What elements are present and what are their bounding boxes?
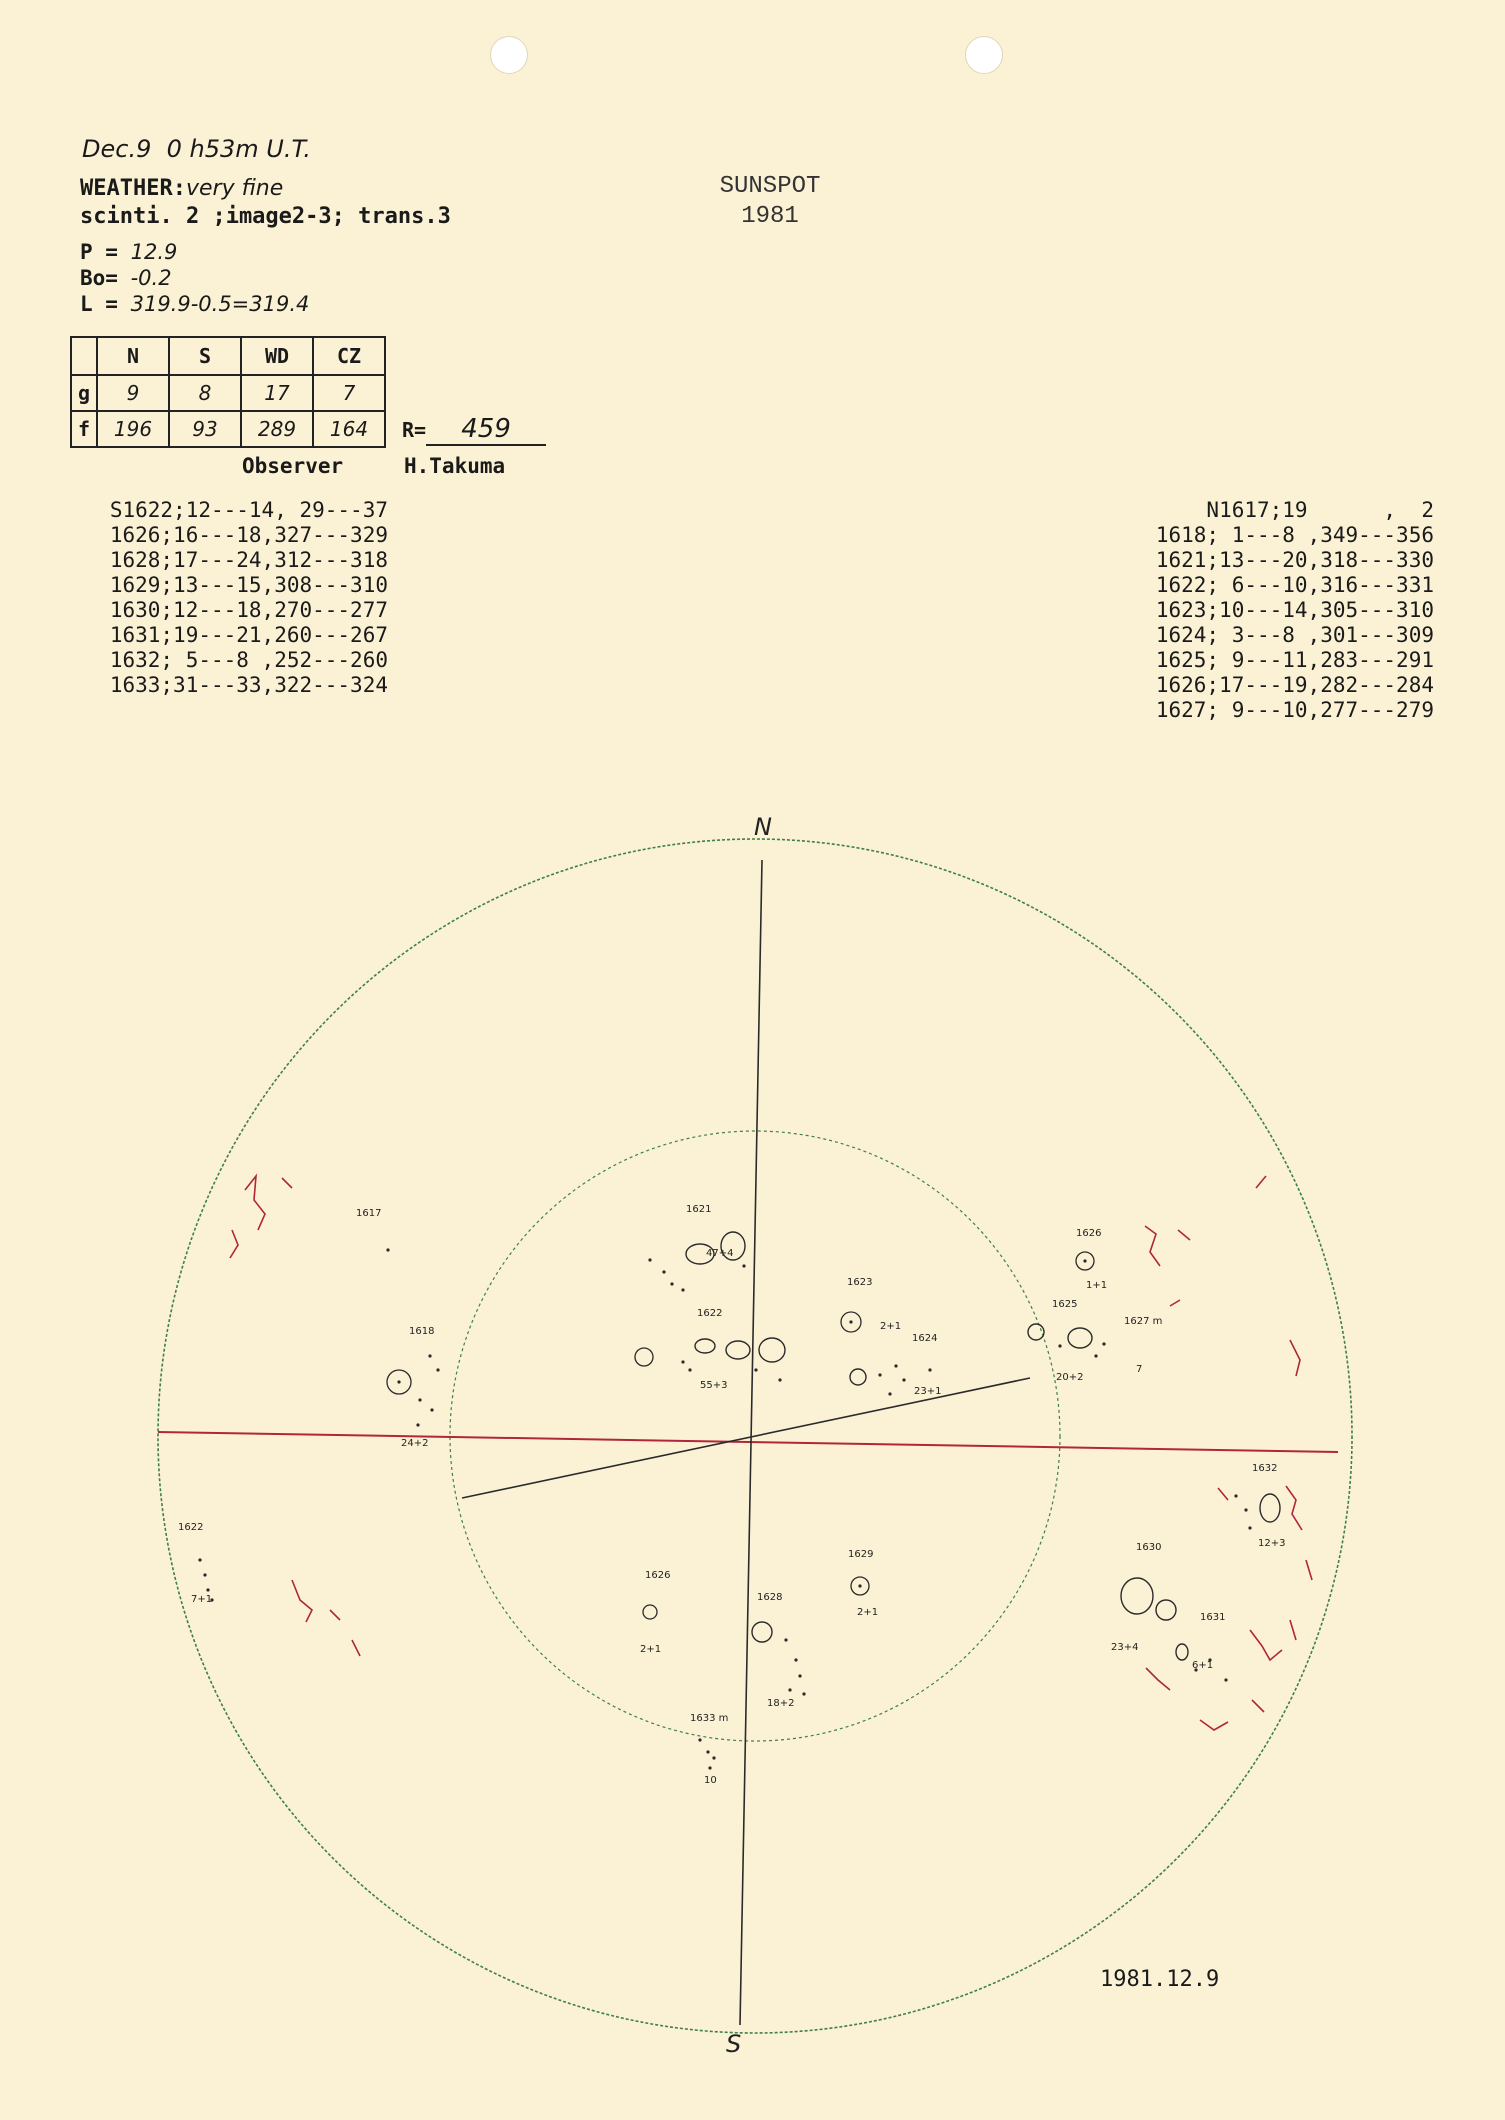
faculae-sketch — [352, 1640, 360, 1656]
south-group-6: 1632; 5---8 ,252---260 — [109, 648, 388, 672]
faculae-sketch — [330, 1610, 340, 1620]
sunspot-dot — [858, 1584, 861, 1587]
sunspot-dot — [386, 1248, 389, 1251]
faculae-sketch — [1218, 1488, 1228, 1500]
f-s: 93 — [169, 411, 241, 447]
group-label: 1624 — [912, 1333, 938, 1344]
g-n: 9 — [97, 375, 169, 411]
group-label: 1621 — [686, 1204, 712, 1215]
group-label: 47+4 — [706, 1248, 734, 1259]
l-value: 319.9-0.5=319.4 — [130, 292, 310, 316]
sunspot-dot — [698, 1738, 701, 1741]
group-label: 1628 — [757, 1592, 783, 1603]
group-label: 6+1 — [1192, 1660, 1214, 1671]
observer-name: H.Takuma — [404, 454, 506, 478]
sunspot-dot — [681, 1360, 684, 1363]
col-s: S — [169, 337, 241, 375]
g-s: 8 — [169, 375, 241, 411]
p-label: P = — [80, 240, 118, 264]
south-group-3: 1629;13---15,308---310 — [109, 573, 388, 597]
p-value: 12.9 — [130, 240, 178, 264]
faculae-sketch — [1200, 1720, 1228, 1730]
footer-date: 1981.12.9 — [1100, 1967, 1220, 1992]
f-wd: 289 — [241, 411, 313, 447]
sunspot-dot — [662, 1270, 665, 1273]
sunspot-dot — [888, 1392, 891, 1395]
group-label: 1622 — [697, 1308, 723, 1319]
spot-1630-b — [1156, 1600, 1176, 1620]
sunspot-dot — [681, 1288, 684, 1291]
sunspot-dot — [1058, 1344, 1061, 1347]
title-year: 1981 — [741, 203, 799, 230]
l-label: L = — [80, 292, 118, 316]
sunspot-dot — [428, 1354, 431, 1357]
group-label: 24+2 — [401, 1438, 429, 1449]
group-label: 2+1 — [640, 1644, 662, 1655]
sunspot-dot — [1234, 1494, 1237, 1497]
faculae-sketch — [1286, 1486, 1302, 1530]
faculae-sketch — [230, 1230, 238, 1258]
weather-label: WEATHER: — [80, 176, 186, 201]
group-label: 1631 — [1200, 1612, 1226, 1623]
south-group-4: 1630;12---18,270---277 — [109, 598, 388, 622]
sunspot-dot — [849, 1320, 852, 1323]
faculae-sketch — [1290, 1340, 1300, 1376]
sunspot-dot — [418, 1398, 421, 1401]
sunspot-dot — [198, 1558, 201, 1561]
group-label: 23+4 — [1111, 1642, 1139, 1653]
north-group-0: N1617;19 , 2 — [1206, 498, 1434, 522]
group-label: 23+1 — [914, 1386, 942, 1397]
g-wd: 17 — [241, 375, 313, 411]
faculae-sketch — [1146, 1668, 1170, 1690]
south-group-1: 1626;16---18,327---329 — [109, 523, 388, 547]
north-group-1: 1618; 1---8 ,349---356 — [1155, 523, 1434, 547]
sunspot-dot — [928, 1368, 931, 1371]
north-group-5: 1624; 3---8 ,301---309 — [1155, 623, 1434, 647]
faculae-sketch — [1256, 1176, 1266, 1188]
south-group-2: 1628;17---24,312---318 — [109, 548, 388, 572]
north-group-4: 1623;10---14,305---310 — [1155, 598, 1434, 622]
col-cz: CZ — [313, 337, 385, 375]
group-label: 2+1 — [880, 1321, 902, 1332]
faculae-sketch — [282, 1178, 292, 1188]
f-cz: 164 — [313, 411, 385, 447]
group-label: 1633 m — [690, 1713, 729, 1724]
group-label: 1618 — [409, 1326, 435, 1337]
sunspot-dot — [206, 1588, 209, 1591]
spot-1628 — [752, 1622, 772, 1642]
group-label: 7 — [1136, 1364, 1143, 1375]
sunspot-sketches — [198, 1176, 1312, 1770]
sunspot-dot — [794, 1658, 797, 1661]
f-n: 196 — [97, 411, 169, 447]
observer-label: Observer — [242, 454, 344, 478]
north-group-8: 1627; 9---10,277---279 — [1155, 698, 1434, 722]
group-label: 1629 — [848, 1549, 874, 1560]
col-n: N — [97, 337, 169, 375]
bo-label: Bo= — [80, 266, 118, 290]
group-label: 1622 — [178, 1522, 204, 1533]
sunspot-dot — [1083, 1259, 1086, 1262]
group-label: 1630 — [1136, 1542, 1162, 1553]
sunspot-dot — [778, 1378, 781, 1381]
group-label: 1+1 — [1086, 1280, 1108, 1291]
spot-1627 — [1068, 1328, 1092, 1348]
spot-1632 — [1260, 1494, 1280, 1522]
spot-1630-a — [1121, 1578, 1153, 1614]
sunspot-dot — [708, 1766, 711, 1769]
sunspot-dot — [894, 1364, 897, 1367]
group-label: 1617 — [356, 1208, 382, 1219]
sunspot-dot — [648, 1258, 651, 1261]
group-label: 12+3 — [1258, 1538, 1286, 1549]
spot-1631 — [1176, 1644, 1188, 1660]
group-label: 1626 — [645, 1570, 671, 1581]
faculae-sketch — [1145, 1226, 1160, 1266]
row-label-f: f — [71, 411, 97, 447]
spot-1626-south — [643, 1605, 657, 1619]
sunspot-dot — [430, 1408, 433, 1411]
group-label: 1632 — [1252, 1463, 1278, 1474]
north-group-3: 1622; 6---10,316---331 — [1155, 573, 1434, 597]
spot-1625 — [1028, 1324, 1044, 1340]
group-labels — [178, 1204, 1285, 1786]
group-label: 7+1 — [191, 1594, 213, 1605]
sunspot-dot — [706, 1750, 709, 1753]
row-label-g: g — [71, 375, 97, 411]
faculae-sketch — [245, 1176, 265, 1230]
sunspot-dot — [712, 1756, 715, 1759]
group-label: 1625 — [1052, 1299, 1078, 1310]
sunspot-dot — [802, 1692, 805, 1695]
sunspot-dot — [1224, 1678, 1227, 1681]
group-label: 1627 m — [1124, 1316, 1163, 1327]
north-group-2: 1621;13---20,318---330 — [1155, 548, 1434, 572]
weather-value: very fine — [185, 176, 284, 201]
sunspot-dot — [1248, 1526, 1251, 1529]
group-label: 1623 — [847, 1277, 873, 1288]
sunspot-dot — [416, 1423, 419, 1426]
sunspot-dot — [1094, 1354, 1097, 1357]
south-group-0: S1622;12---14, 29---37 — [109, 498, 388, 522]
col-wd: WD — [241, 337, 313, 375]
spot-1622-lead — [635, 1348, 653, 1366]
faculae-sketch — [1178, 1230, 1190, 1240]
observation-date-time: Dec.9 0 h53m U.T. — [82, 135, 311, 163]
group-label: 10 — [704, 1775, 717, 1786]
north-group-7: 1626;17---19,282---284 — [1155, 673, 1434, 697]
sunspot-dot — [754, 1368, 757, 1371]
faculae-sketch — [1250, 1630, 1282, 1660]
r-value: 459 — [426, 414, 546, 446]
faculae-sketch — [1290, 1620, 1296, 1640]
sunspot-dot — [397, 1380, 400, 1383]
spot-1622-d — [759, 1338, 785, 1362]
group-label: 2+1 — [857, 1607, 879, 1618]
group-label: 20+2 — [1056, 1372, 1084, 1383]
sunspot-dot — [788, 1688, 791, 1691]
sunspot-dot — [742, 1264, 745, 1267]
faculae-sketch — [1306, 1560, 1312, 1580]
sunspot-dot — [878, 1373, 881, 1376]
sunspot-dot — [670, 1282, 673, 1285]
sunspot-dot — [1102, 1342, 1105, 1345]
group-label: 55+3 — [700, 1380, 728, 1391]
spot-1622-c — [726, 1341, 750, 1359]
north-group-6: 1625; 9---11,283---291 — [1155, 648, 1434, 672]
south-group-7: 1633;31---33,322---324 — [109, 673, 388, 697]
sunspot-dot — [203, 1573, 206, 1576]
seeing-conditions: scinti. 2 ;image2-3; trans.3 — [80, 204, 451, 229]
sunspot-dot — [436, 1368, 439, 1371]
south-group-5: 1631;19---21,260---267 — [109, 623, 388, 647]
sunspot-dot — [784, 1638, 787, 1641]
group-label: 1626 — [1076, 1228, 1102, 1239]
faculae-sketch — [292, 1580, 312, 1622]
bo-value: -0.2 — [130, 266, 172, 290]
g-cz: 7 — [313, 375, 385, 411]
group-label: 18+2 — [767, 1698, 795, 1709]
south-mark: S — [726, 2030, 742, 2058]
spot-1624 — [850, 1369, 866, 1385]
equator-line — [158, 1432, 1338, 1452]
sunspot-dot — [902, 1378, 905, 1381]
faculae-sketch — [1252, 1700, 1264, 1712]
spot-1622-b — [695, 1339, 715, 1353]
sunspot-dot — [688, 1368, 691, 1371]
sunspot-dot — [798, 1674, 801, 1677]
north-mark: N — [754, 813, 772, 841]
faculae-sketch — [1170, 1300, 1180, 1306]
title-sunspot: SUNSPOT — [719, 173, 821, 200]
r-label: R= — [402, 418, 427, 442]
sunspot-dot — [1244, 1508, 1247, 1511]
